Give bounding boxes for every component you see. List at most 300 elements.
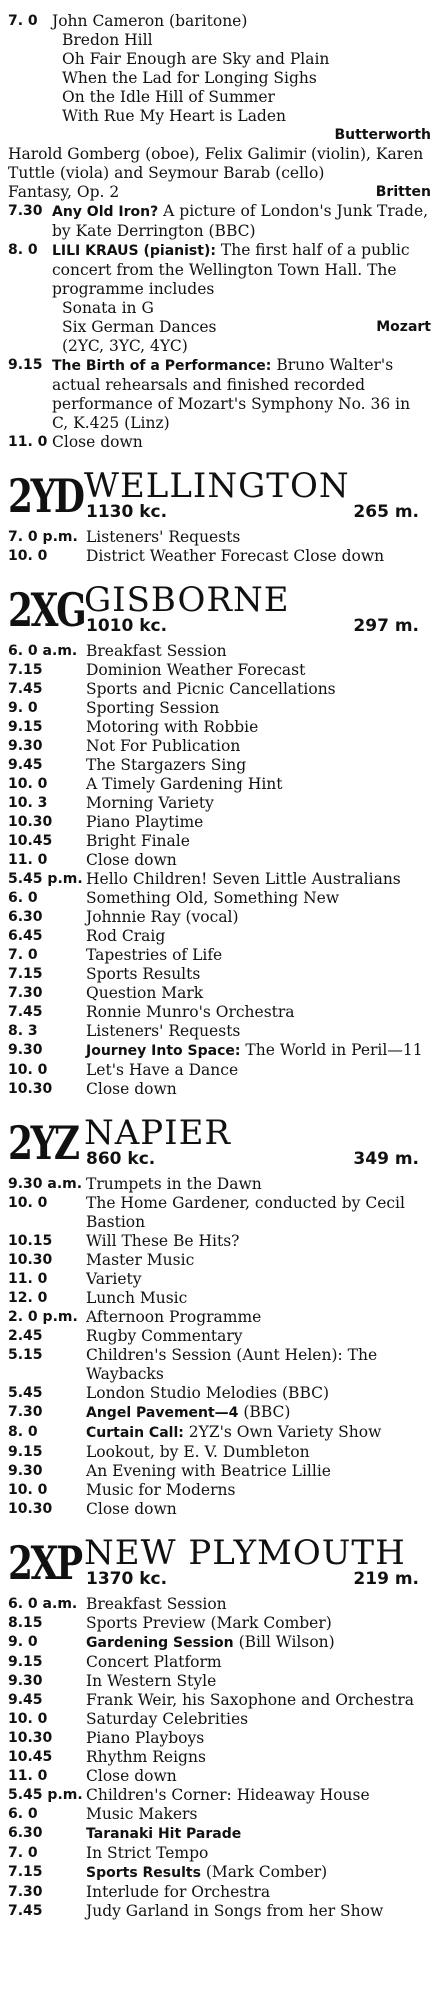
programme-description: Breakfast Session <box>86 642 227 660</box>
programme-time: 10.45 <box>8 833 53 849</box>
station-frequency: 1010 kc. <box>86 616 168 636</box>
programme-time: 5.45 <box>8 1385 43 1401</box>
programme-entry <box>8 1003 431 1022</box>
programme-entry <box>8 642 431 661</box>
programme-description: Frank Weir, his Saxophone and Orchestra <box>86 1691 414 1709</box>
programme-body <box>86 870 431 889</box>
programme-description: Morning Variety <box>86 794 214 812</box>
programme-entry <box>8 1270 431 1289</box>
programme-description: Sports Results <box>86 965 201 983</box>
item-title: Six German Dances <box>62 318 217 336</box>
item-title: Sonata in G <box>62 299 154 317</box>
programme-time: 9.15 <box>8 719 43 735</box>
programme-body <box>86 1251 431 1270</box>
programme-description: Something Old, Something New <box>86 889 340 907</box>
station-header <box>8 1533 431 1590</box>
programme-entry <box>8 1194 431 1232</box>
programme-body <box>86 1327 431 1346</box>
programme-entry <box>8 1786 431 1805</box>
programme-entry <box>8 1805 431 1824</box>
programme-entry <box>8 1327 431 1346</box>
programme-time: 9.15 <box>8 1654 43 1670</box>
programme-time: 9.30 <box>8 1673 43 1689</box>
programme-body <box>52 241 431 299</box>
programme-entry <box>8 241 431 299</box>
programme-body <box>86 1403 431 1423</box>
programme-body <box>86 1863 431 1883</box>
programme-description: Trumpets in the Dawn <box>86 1175 262 1193</box>
programme-body <box>86 1729 431 1748</box>
programme-entry <box>8 1041 431 1061</box>
programme-description: Close down <box>86 851 177 869</box>
programme-title: Curtain Call: <box>86 1425 184 1441</box>
programme-time: 10. 0 <box>8 548 48 564</box>
programme-description: Let's Have a Dance <box>86 1061 239 1079</box>
programme-time: 9.30 a.m. <box>8 1176 83 1192</box>
station-name: NAPIER <box>84 1113 232 1153</box>
programme-description: Afternoon Programme <box>86 1308 262 1326</box>
programme-body <box>86 1748 431 1767</box>
item-title: Bredon Hill <box>62 31 153 49</box>
programme-entry <box>8 1729 431 1748</box>
programme-time: 10. 0 <box>8 776 48 792</box>
programme-entry <box>8 1022 431 1041</box>
programme-description: Close down <box>86 1767 177 1785</box>
programme-list <box>8 642 431 1099</box>
programme-description: Question Mark <box>86 984 204 1002</box>
programme-body <box>86 1384 431 1403</box>
programme-body <box>86 1767 431 1786</box>
programme-time: 10. 3 <box>8 795 48 811</box>
programme-time: 6. 0 a.m. <box>8 1596 78 1612</box>
programme-entry <box>8 1308 431 1327</box>
programme-time: 9.30 <box>8 1463 43 1479</box>
station-frequency: 1370 kc. <box>86 1569 168 1589</box>
programme-body <box>86 718 431 737</box>
programme-title: The Birth of a Performance: <box>52 358 272 374</box>
programme-entry <box>8 1061 431 1080</box>
programme-body <box>86 1481 431 1500</box>
programme-body <box>86 927 431 946</box>
programme-description: Close down <box>52 433 143 451</box>
programme-body <box>86 1595 431 1614</box>
programme-time: 5.45 p.m. <box>8 1787 83 1803</box>
programme-title: John Cameron (baritone) <box>52 12 248 30</box>
programme-description: Saturday Celebrities <box>86 1710 249 1728</box>
programme-entry <box>8 851 431 870</box>
station-section <box>8 466 431 566</box>
programme-list <box>8 528 431 566</box>
programme-entry <box>8 1403 431 1423</box>
programme-body <box>86 547 431 566</box>
programme-title: Taranaki Hit Parade <box>86 1826 242 1842</box>
programme-description: Children's Corner: Hideaway House <box>86 1786 370 1804</box>
programme-description: Bright Finale <box>86 832 190 850</box>
programme-description: The Stargazers Sing <box>86 756 247 774</box>
programme-entry <box>8 1500 431 1519</box>
item-title: (2YC, 3YC, 4YC) <box>62 337 188 355</box>
station-frequency: 860 kc. <box>86 1149 156 1169</box>
programme-time: 7.45 <box>8 1004 43 1020</box>
programme-description: Rhythm Reigns <box>86 1748 206 1766</box>
programme-entry <box>8 718 431 737</box>
programme-body <box>86 832 431 851</box>
programme-time: 6. 0 <box>8 1806 38 1822</box>
programme-description: A picture of London's Junk Trade, by Kate Derrington (BBC) <box>52 202 429 240</box>
programme-title: Harold Gomberg (oboe), Felix Galimir (violin), Karen Tuttle (viola) and Seymour Barab (cello) <box>8 145 424 182</box>
programme-time: 7.45 <box>8 681 43 697</box>
programme-entry <box>8 1710 431 1729</box>
programme-body <box>86 813 431 832</box>
programme-description: Dominion Weather Forecast <box>86 661 306 679</box>
item-title: Fantasy, Op. 2 <box>8 183 120 201</box>
programme-time: 11. 0 <box>8 1271 48 1287</box>
station-callsign: 2XG <box>8 583 85 637</box>
programme-item <box>62 126 431 145</box>
station-header <box>8 1113 431 1170</box>
programme-time: 7.15 <box>8 1864 43 1880</box>
programme-body <box>86 1786 431 1805</box>
programme-title: LILI KRAUS (pianist): <box>52 243 216 259</box>
programme-body <box>86 1346 431 1384</box>
programme-list <box>8 1595 431 1921</box>
programme-item <box>62 88 431 107</box>
programme-list <box>8 1175 431 1519</box>
programme-time: 12. 0 <box>8 1290 48 1306</box>
programme-entry <box>8 1653 431 1672</box>
programme-entry <box>8 965 431 984</box>
programme-time: 9.30 <box>8 1042 43 1058</box>
programme-time: 9.45 <box>8 1692 43 1708</box>
programme-body <box>86 737 431 756</box>
programme-description: In Western Style <box>86 1672 217 1690</box>
item-title: With Rue My Heart is Laden <box>62 107 287 125</box>
programme-entry <box>8 775 431 794</box>
programme-body <box>86 1041 431 1061</box>
programme-time: 6.45 <box>8 928 43 944</box>
programme-item <box>62 107 431 126</box>
programme-description: Piano Playboys <box>86 1729 205 1747</box>
programme-time: 5.15 <box>8 1347 43 1363</box>
programme-item <box>62 69 431 88</box>
station-name: WELLINGTON <box>84 466 350 506</box>
programme-body <box>52 202 431 241</box>
programme-time: 7. 0 <box>8 947 38 963</box>
programme-entry <box>8 528 431 547</box>
station-callsign: 2YD <box>8 469 83 523</box>
programme-description: 2YZ's Own Variety Show <box>188 1423 382 1441</box>
programme-time: 11. 0 <box>8 1768 48 1784</box>
programme-time: 11. 0 <box>8 852 48 868</box>
programme-description: District Weather Forecast Close down <box>86 547 385 565</box>
programme-time: 10. 0 <box>8 1482 48 1498</box>
item-title: When the Lad for Longing Sighs <box>62 69 317 87</box>
programme-entry <box>8 927 431 946</box>
programme-body <box>86 1500 431 1519</box>
programme-item <box>62 299 431 318</box>
programme-body <box>86 1805 431 1824</box>
programme-description: Bruno Walter's actual rehearsals and finished recorded performance of Mozart's Symphony No. 36 in C, K.425 (Linz) <box>52 356 411 432</box>
programme-time: 8. 0 <box>8 1424 38 1440</box>
programme-time: 10. 0 <box>8 1062 48 1078</box>
programme-entry <box>8 145 431 183</box>
programme-time: 10.30 <box>8 1501 53 1517</box>
programme-entry <box>8 870 431 889</box>
programme-body <box>52 356 431 433</box>
programme-entry <box>8 1748 431 1767</box>
programme-body <box>86 1614 431 1633</box>
programme-body <box>86 965 431 984</box>
programme-title: Angel Pavement—4 <box>86 1405 239 1421</box>
programme-time: 7.30 <box>8 985 43 1001</box>
programme-description: Sports and Picnic Cancellations <box>86 680 336 698</box>
programme-time: 7.30 <box>8 1404 43 1420</box>
programme-time: 7.30 <box>8 203 43 219</box>
programme-entry <box>8 756 431 775</box>
station-wavelength: 349 m. <box>353 1149 419 1169</box>
programme-entry <box>8 1633 431 1653</box>
composer: Mozart <box>376 319 431 335</box>
programme-time: 10. 0 <box>8 1195 48 1211</box>
item-title: Oh Fair Enough are Sky and Plain <box>62 50 330 68</box>
programme-entry <box>8 699 431 718</box>
programme-title: Any Old Iron? <box>52 204 159 220</box>
programme-entry <box>8 1767 431 1786</box>
programme-entry <box>8 1614 431 1633</box>
programme-body <box>86 946 431 965</box>
programme-entry <box>8 889 431 908</box>
programme-entry <box>8 12 431 31</box>
programme-description: Breakfast Session <box>86 1595 227 1613</box>
programme-body <box>86 661 431 680</box>
programme-time: 6. 0 <box>8 890 38 906</box>
station-wavelength: 219 m. <box>353 1569 419 1589</box>
programme-description: Children's Session (Aunt Helen): The Waybacks <box>86 1346 378 1383</box>
programme-description: The first half of a public concert from the Wellington Town Hall. The programme includes <box>52 241 410 298</box>
programme-description: The World in Peril—11 <box>245 1041 423 1059</box>
programme-entry <box>8 1863 431 1883</box>
programme-description: Tapestries of Life <box>86 946 223 964</box>
programme-description: Johnnie Ray (vocal) <box>86 908 239 926</box>
programme-entry <box>8 1902 431 1921</box>
programme-description: Variety <box>86 1270 142 1288</box>
programme-description: Lookout, by E. V. Dumbleton <box>86 1443 310 1461</box>
programme-body <box>86 775 431 794</box>
programme-body <box>86 756 431 775</box>
programme-time: 7. 0 <box>8 1845 38 1861</box>
programme-item <box>62 337 431 356</box>
station-section <box>8 1113 431 1519</box>
programme-time: 8. 3 <box>8 1023 38 1039</box>
programme-entry <box>8 1289 431 1308</box>
programme-body <box>86 1691 431 1710</box>
programme-entry <box>8 1883 431 1902</box>
station-header <box>8 466 431 523</box>
programme-description: A Timely Gardening Hint <box>86 775 283 793</box>
programme-body <box>86 1003 431 1022</box>
programme-description: Not For Publication <box>86 737 241 755</box>
programme-time: 10.15 <box>8 1233 53 1249</box>
programme-entry <box>8 737 431 756</box>
programme-body <box>86 1308 431 1327</box>
programme-body <box>86 642 431 661</box>
programme-time: 7.15 <box>8 966 43 982</box>
previous-station-listings <box>8 12 431 452</box>
programme-time: 2.45 <box>8 1328 43 1344</box>
programme-description: Listeners' Requests <box>86 528 241 546</box>
programme-description: Close down <box>86 1080 177 1098</box>
station-name: GISBORNE <box>84 580 290 620</box>
programme-description: Music for Moderns <box>86 1481 236 1499</box>
programme-body <box>86 984 431 1003</box>
programme-body <box>86 699 431 718</box>
programme-entry <box>8 356 431 433</box>
programme-entry <box>8 1462 431 1481</box>
programme-description: Sports Preview (Mark Comber) <box>86 1614 332 1632</box>
programme-description: Will These Be Hits? <box>86 1232 240 1250</box>
programme-time: 7. 0 <box>8 13 38 29</box>
station-name: NEW PLYMOUTH <box>84 1533 406 1573</box>
programme-description: Ronnie Munro's Orchestra <box>86 1003 295 1021</box>
station-section <box>8 580 431 1099</box>
programme-description: (Mark Comber) <box>205 1863 328 1881</box>
programme-entry <box>8 1844 431 1863</box>
programme-body <box>86 1194 431 1232</box>
programme-title: Sports Results <box>86 1865 201 1881</box>
programme-body <box>86 1175 431 1194</box>
programme-time: 10.45 <box>8 1749 53 1765</box>
programme-description: Master Music <box>86 1251 195 1269</box>
programme-entry <box>8 1443 431 1462</box>
programme-body <box>86 1080 431 1099</box>
programme-time: 11. 0 <box>8 434 48 450</box>
programme-description: Music Makers <box>86 1805 198 1823</box>
programme-entry <box>8 832 431 851</box>
programme-body <box>86 794 431 813</box>
programme-entry <box>8 1423 431 1443</box>
programme-description: Rod Craig <box>86 927 166 945</box>
station-header <box>8 580 431 637</box>
programme-description: Hello Children! Seven Little Australians <box>86 870 401 888</box>
programme-entry <box>8 1481 431 1500</box>
programme-time: 8.15 <box>8 1615 43 1631</box>
programme-body <box>86 1824 431 1844</box>
programme-time: 9.45 <box>8 757 43 773</box>
programme-entry <box>8 908 431 927</box>
programme-description: Lunch Music <box>86 1289 188 1307</box>
programme-entry <box>8 984 431 1003</box>
programme-time: 9.15 <box>8 1444 43 1460</box>
station-wavelength: 297 m. <box>353 616 419 636</box>
station-callsign: 2XP <box>8 1536 81 1590</box>
programme-description: Sporting Session <box>86 699 220 717</box>
programme-body <box>52 12 431 31</box>
programme-body <box>86 851 431 870</box>
programme-time: 10.30 <box>8 1081 53 1097</box>
programme-body <box>86 1902 431 1921</box>
programme-body <box>86 1462 431 1481</box>
programme-body <box>86 1443 431 1462</box>
programme-description: Close down <box>86 1500 177 1518</box>
programme-body <box>86 889 431 908</box>
programme-body <box>86 1061 431 1080</box>
programme-body <box>52 433 431 452</box>
programme-description: (Bill Wilson) <box>238 1633 335 1651</box>
station-wavelength: 265 m. <box>353 502 419 522</box>
programme-time: 9.30 <box>8 738 43 754</box>
programme-entry <box>8 1384 431 1403</box>
programme-body <box>86 1633 431 1653</box>
programme-time: 9. 0 <box>8 1634 38 1650</box>
programme-description: The Home Gardener, conducted by Cecil Bastion <box>86 1194 405 1231</box>
programme-entry <box>8 1672 431 1691</box>
programme-item <box>8 183 431 202</box>
station-section <box>8 1533 431 1921</box>
programme-entry <box>8 202 431 241</box>
programme-entry <box>8 680 431 699</box>
programme-entry <box>8 1346 431 1384</box>
programme-body <box>86 908 431 927</box>
programme-entry <box>8 661 431 680</box>
programme-entry <box>8 1175 431 1194</box>
programme-time: 2. 0 p.m. <box>8 1309 78 1325</box>
programme-entry <box>8 946 431 965</box>
programme-body <box>86 1653 431 1672</box>
programme-time: 6. 0 a.m. <box>8 643 78 659</box>
programme-body <box>8 145 431 183</box>
item-title: On the Idle Hill of Summer <box>62 88 275 106</box>
programme-description: Interlude for Orchestra <box>86 1883 271 1901</box>
programme-description: Motoring with Robbie <box>86 718 259 736</box>
programme-description: An Evening with Beatrice Lillie <box>86 1462 331 1480</box>
programme-body <box>86 680 431 699</box>
programme-body <box>86 1710 431 1729</box>
programme-time: 10.30 <box>8 1252 53 1268</box>
programme-time: 7.45 <box>8 1903 43 1919</box>
programme-description: Listeners' Requests <box>86 1022 241 1040</box>
programme-entry <box>8 433 431 452</box>
programme-description: Judy Garland in Songs from her Show <box>86 1902 384 1920</box>
programme-description: London Studio Melodies (BBC) <box>86 1384 330 1402</box>
programme-time: 10.30 <box>8 814 53 830</box>
programme-time: 7.15 <box>8 662 43 678</box>
programme-time: 8. 0 <box>8 242 38 258</box>
programme-entry <box>8 813 431 832</box>
programme-body <box>86 1289 431 1308</box>
programme-entry <box>8 1824 431 1844</box>
composer: Britten <box>375 184 431 200</box>
programme-entry <box>8 1232 431 1251</box>
programme-body <box>86 1232 431 1251</box>
programme-body <box>86 1270 431 1289</box>
programme-body <box>86 1672 431 1691</box>
programme-time: 5.45 p.m. <box>8 871 83 887</box>
programme-entry <box>8 1691 431 1710</box>
programme-time: 6.30 <box>8 1825 43 1841</box>
station-callsign: 2YZ <box>8 1116 78 1170</box>
programme-body <box>86 1022 431 1041</box>
programme-body <box>86 1423 431 1443</box>
programme-time: 10. 0 <box>8 1711 48 1727</box>
programme-time: 9.15 <box>8 357 43 373</box>
programme-body <box>86 1883 431 1902</box>
programme-time: 7.30 <box>8 1884 43 1900</box>
programme-entry <box>8 794 431 813</box>
programme-time: 9. 0 <box>8 700 38 716</box>
programme-title: Journey Into Space: <box>86 1043 241 1059</box>
programme-entry <box>8 1080 431 1099</box>
programme-entry <box>8 1595 431 1614</box>
